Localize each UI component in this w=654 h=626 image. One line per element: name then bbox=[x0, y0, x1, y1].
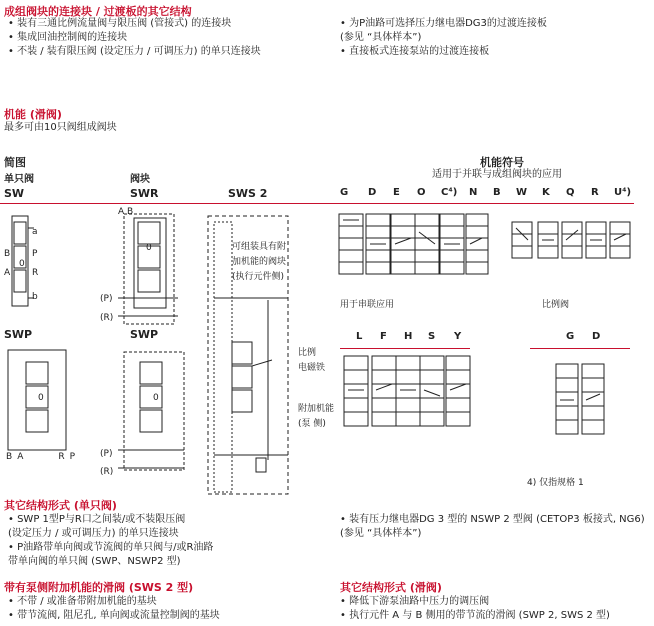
port-r: (R) bbox=[100, 313, 114, 323]
list-item: • 带节流阀, 阻尼孔, 单向阀或流量控制阀的基块 bbox=[8, 610, 220, 621]
port-labels-bapr: BA RP bbox=[6, 452, 81, 462]
list-item: • 装有三通比例流量阀与限压阀 (管接式) 的连接块 bbox=[8, 18, 232, 29]
port-p: (P) bbox=[100, 294, 113, 304]
symbol-letter: Q bbox=[566, 187, 575, 198]
function-subtitle: 最多可由10只阀组成阀块 bbox=[4, 122, 117, 133]
symbol-letter: F bbox=[380, 331, 387, 342]
symbol-letter: U⁴) bbox=[614, 187, 632, 198]
section-title-other-single: 其它结构形式 (单只阀) bbox=[4, 499, 117, 512]
side-label-p: P bbox=[32, 249, 38, 259]
label-swr: SWR bbox=[130, 187, 159, 200]
sec2-left-list bbox=[8, 513, 213, 569]
symbol-letter: Y bbox=[454, 331, 462, 342]
sec4-list bbox=[340, 595, 610, 623]
symbol-letter: B bbox=[493, 187, 501, 198]
symbol-letter: H bbox=[404, 331, 413, 342]
symbol-letter: G bbox=[340, 187, 349, 198]
port-a-label: a bbox=[32, 227, 38, 237]
section-title-function: 机能 (滑阀) bbox=[4, 108, 62, 121]
port-ab: A B bbox=[118, 207, 134, 217]
heading-symbols: 机能符号 bbox=[480, 156, 524, 169]
list-item: • 装有压力继电器DG 3 型的 NSWP 2 型阀 (CETOP3 板接式, NG6) bbox=[340, 514, 645, 525]
symbol-letter: L bbox=[356, 331, 363, 342]
symbol-letter: K bbox=[542, 187, 550, 198]
label-swp-single: SWP bbox=[4, 328, 33, 341]
annotation-block: 可组装具有附 加机能的阀块 (执行元件侧) bbox=[232, 242, 287, 282]
list-item: • 直接板式连接泵站的过渡连接板 bbox=[340, 46, 490, 57]
list-item: 带单向阀的单只阀 (SWP、NSWP2 型) bbox=[8, 556, 181, 567]
section-title-other-spool: 其它结构形式 (滑阀) bbox=[340, 581, 442, 594]
position-0-label: 0 bbox=[146, 243, 152, 253]
position-0-label: 0 bbox=[19, 259, 25, 269]
list-item: (设定压力 / 或可调压力) 的单只连接块 bbox=[8, 528, 179, 539]
section-title-pump-side: 带有泵侧附加机能的滑阀 (SWS 2 型) bbox=[4, 581, 194, 594]
list-item: (参见 “具体样本”) bbox=[340, 32, 422, 43]
list-item: • SWP 1型P与R口之间装/或不装限压阀 bbox=[8, 514, 186, 525]
side-label-b: B bbox=[4, 249, 11, 259]
list-item: • 不装 / 装有限压阀 (设定压力 / 可调压力) 的单只连接块 bbox=[8, 46, 261, 57]
symbol-letter: D bbox=[368, 187, 377, 198]
symbol-letter: C⁴) bbox=[441, 187, 458, 198]
symbol-letter: D bbox=[592, 331, 601, 342]
label-sw: SW bbox=[4, 187, 25, 200]
section-title-block-connections: 成组阀块的连接块 / 过渡板的其它结构 bbox=[4, 5, 192, 18]
symbol-letter: N bbox=[469, 187, 478, 198]
label-sws2: SWS 2 bbox=[228, 187, 268, 200]
heading-single-valve: 单只阀 bbox=[4, 174, 34, 185]
heading-block: 阀块 bbox=[130, 174, 150, 185]
annotation-solenoid: 比例 电磁铁 bbox=[298, 348, 326, 373]
symbol-letter: E bbox=[393, 187, 400, 198]
symbol-letter: O bbox=[417, 187, 426, 198]
heading-simple: 简图 bbox=[4, 156, 26, 169]
proportional-label: 比例阀 bbox=[542, 300, 570, 310]
annotation-additional: 附加机能 (泵 侧) bbox=[298, 404, 335, 429]
port-r: (R) bbox=[100, 467, 114, 477]
symbols-subtitle: 适用于并联与成组阀块的应用 bbox=[432, 169, 562, 180]
position-0-label: 0 bbox=[153, 393, 159, 403]
footnote: 4) 仅指规格 1 bbox=[527, 478, 584, 488]
side-label-r: R bbox=[32, 268, 39, 278]
list-item: • 集成回油控制阀的连接块 bbox=[8, 32, 128, 43]
position-0-label: 0 bbox=[38, 393, 44, 403]
symbol-letter: G bbox=[566, 331, 575, 342]
port-p: (P) bbox=[100, 449, 113, 459]
list-item: • 为P油路可选择压力继电器DG3的过渡连接板 bbox=[340, 18, 547, 29]
list-item: • 降低下游泵油路中压力的调压阀 bbox=[340, 596, 490, 607]
list-item: • P油路带单向阀或节流阀的单只阀与/或R油路 bbox=[8, 542, 214, 553]
sec2-right-list bbox=[340, 513, 645, 541]
list-item: • 不带 / 或准备带附加机能的基块 bbox=[8, 596, 157, 607]
symbol-letter: R bbox=[591, 187, 599, 198]
sec3-list bbox=[8, 595, 220, 623]
side-label-a: A bbox=[4, 268, 11, 278]
symbol-letter: W bbox=[516, 187, 528, 198]
series-label: 用于串联应用 bbox=[340, 300, 395, 310]
list-item: • 执行元件 A 与 B 侧用的带节流的滑阀 (SWP 2, SWS 2 型) bbox=[340, 610, 610, 621]
symbol-letter: S bbox=[428, 331, 436, 342]
list-item: (参见 “具体样本”) bbox=[340, 528, 422, 539]
port-b-label: b bbox=[32, 292, 38, 302]
label-swp-block: SWP bbox=[130, 328, 159, 341]
